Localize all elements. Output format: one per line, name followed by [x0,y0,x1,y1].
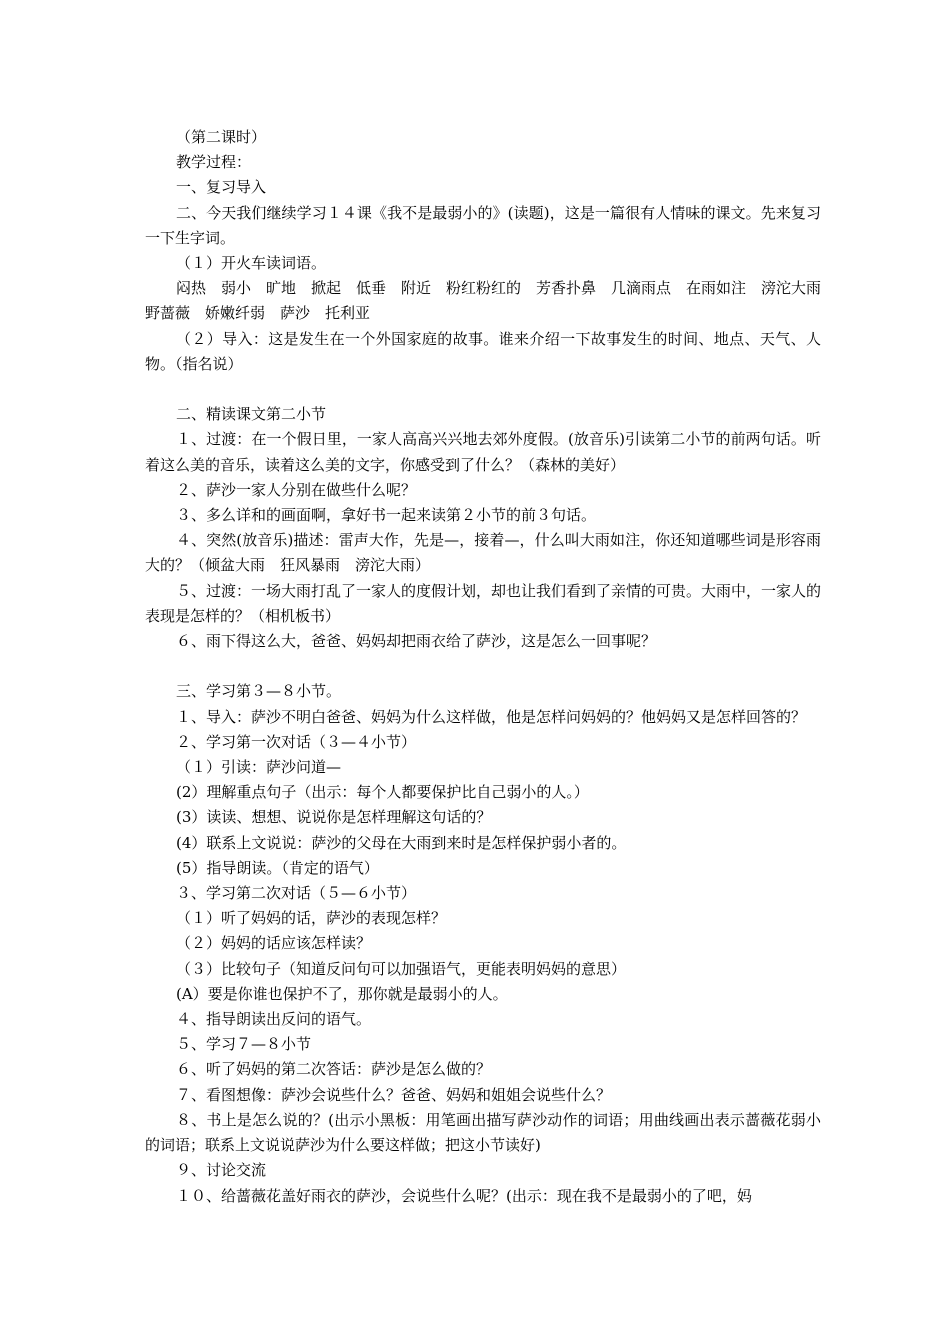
paragraph: (A）要是你谁也保护不了，那你就是最弱小的人。 [176,984,508,1003]
paragraph: （１）听了妈妈的话，萨沙的表现怎样？ [176,909,447,928]
paragraph: ７、看图想像：萨沙会说些什么？爸爸、妈妈和姐姐会说些什么？ [176,1085,612,1104]
section-heading: 一、复习导入 [176,178,267,197]
paragraph: （１）引读：萨沙问道— [176,758,342,777]
paragraph: （２）导入：这是发生在一个外国家庭的故事。谁来介绍一下故事发生的时间、地点、天气、人物。（指名说） [145,329,821,373]
paragraph: ６、雨下得这么大，爸爸、妈妈却把雨衣给了萨沙，这是怎么一回事呢？ [176,632,657,651]
paragraph: ９、讨论交流 [176,1161,267,1180]
paragraph: （２）妈妈的话应该怎样读？ [176,934,372,953]
paragraph: (5）指导朗读。（肯定的语气） [176,858,379,877]
vocabulary-list: 闷热 弱小 旷地 掀起 低垂 附近 粉红粉红的 芳香扑鼻 几滴雨点 在雨如注 滂沱大雨 野蔷薇 娇嫩纤弱 萨沙 托利亚 [145,279,837,323]
blank-line [145,377,821,402]
paragraph: (4）联系上文说说：萨沙的父母在大雨到来时是怎样保护弱小者的。 [176,833,627,852]
paragraph: （第二课时） [176,128,267,146]
paragraph: ３、学习第二次对话（５—６小节） [176,884,417,903]
paragraph: １０、给蔷薇花盖好雨衣的萨沙，会说些什么呢？(出示：现在我不是最弱小的了吧，妈 [176,1186,752,1205]
paragraph: ８、书上是怎么说的？(出示小黑板：用笔画出描写萨沙动作的词语；用曲线画出表示蔷薇花弱小的词语；联系上文说说萨沙为什么要这样做；把这小节读好) [145,1110,821,1155]
paragraph: (3）读读、想想、说说你是怎样理解这句话的？ [176,808,492,827]
paragraph: １、导入：萨沙不明白爸爸、妈妈为什么这样做，他是怎样问妈妈的？他妈妈又是怎样回答的？ [176,707,807,726]
paragraph: ２、萨沙一家人分别在做些什么呢？ [176,480,417,499]
paragraph: 教学过程： [176,153,252,172]
paragraph: ５、过渡：一场大雨打乱了一家人的度假计划，却也让我们看到了亲情的可贵。大雨中，一家人的表现是怎样的？（相机板书） [145,581,822,625]
blank-line [145,654,821,679]
paragraph: ２、学习第一次对话（３—４小节） [176,732,417,751]
lesson-plan-text [145,125,837,1209]
paragraph: ４、指导朗读出反问的语气。 [176,1010,372,1029]
section-heading: 二、精读课文第二小节 [176,405,327,424]
paragraph: 二、今天我们继续学习１４课《我不是最弱小的》(读题)，这是一篇很有人情味的课文。先来复习一下生字词。 [145,203,821,247]
paragraph: ４、突然(放音乐)描述：雷声大作，先是—，接着—，什么叫大雨如注，你还知道哪些词是形容雨大的？（倾盆大雨 狂风暴雨 滂沱大雨） [145,531,821,575]
paragraph: ５、学习７—８小节 [176,1035,312,1054]
paragraph: （１）开火车读词语。 [176,254,327,273]
paragraph: １、过渡：在一个假日里，一家人高高兴兴地去郊外度假。(放音乐)引读第二小节的前两句话。听着这么美的音乐，读着这么美的文字，你感受到了什么？（森林的美好） [145,430,821,474]
paragraph: ６、听了妈妈的第二次答话：萨沙是怎么做的？ [176,1060,492,1079]
paragraph: (2）理解重点句子（出示：每个人都要保护比自己弱小的人。） [176,783,589,802]
section-heading: 三、学习第３—８小节。 [176,682,342,701]
paragraph: （３）比较句子（知道反问句可以加强语气，更能表明妈妈的意思） [176,959,627,978]
paragraph: ３、多么详和的画面啊，拿好书一起来读第２小节的前３句话。 [176,506,597,525]
